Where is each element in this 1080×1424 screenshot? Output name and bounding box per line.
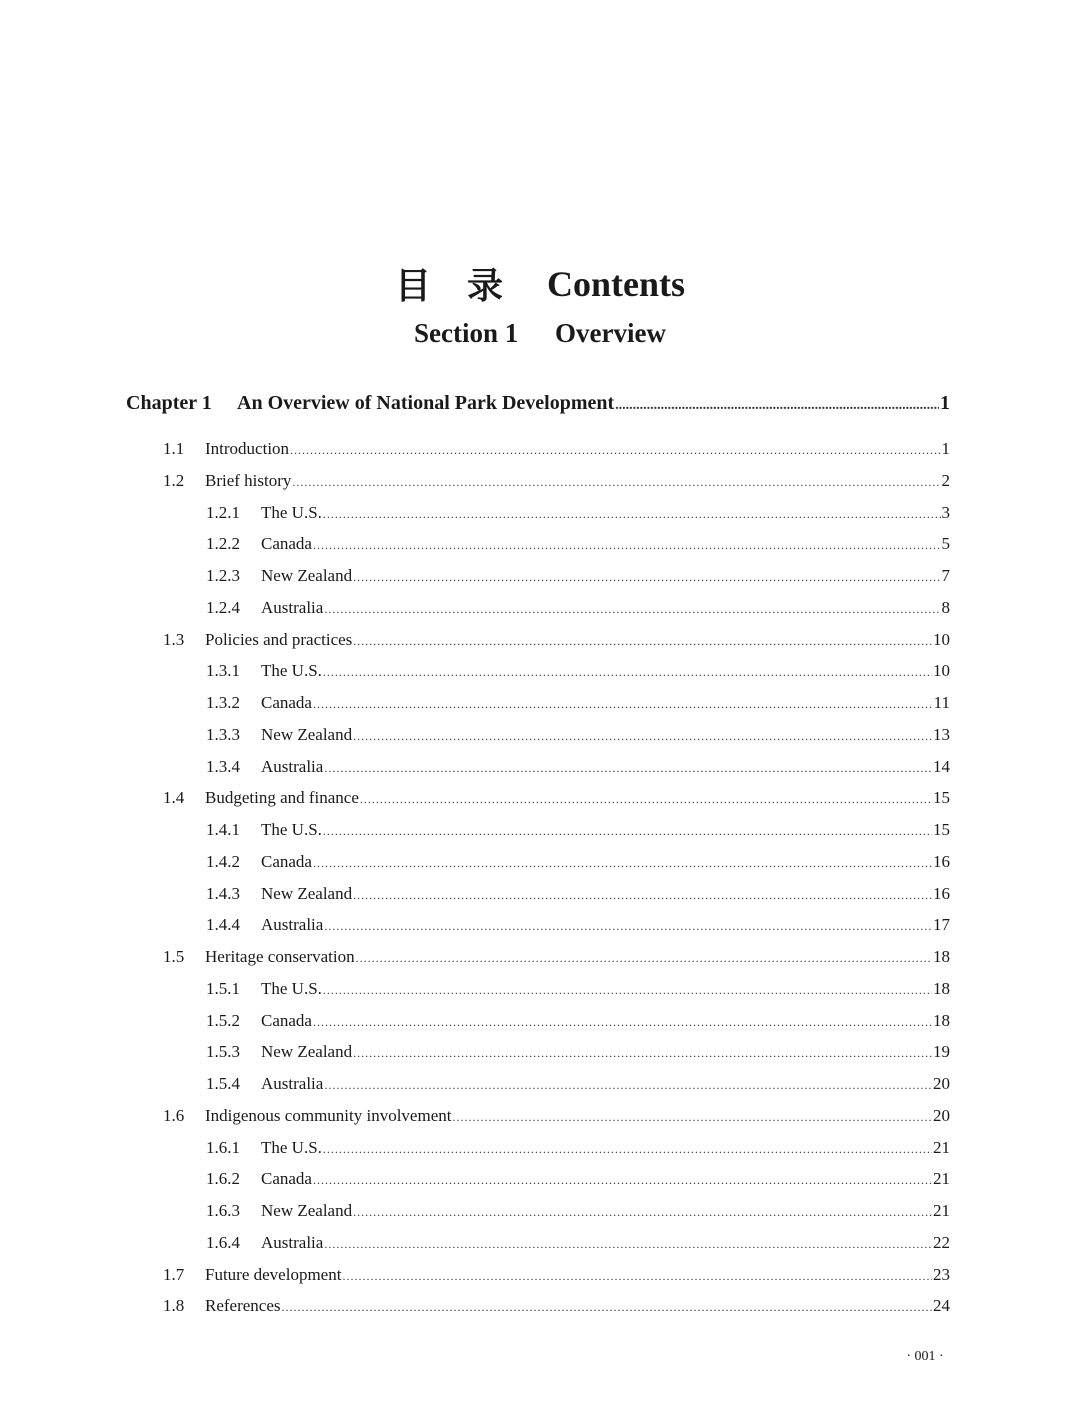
entry-page: 10 bbox=[933, 629, 950, 649]
section-name: Overview bbox=[555, 318, 666, 348]
entry-title: New Zealand bbox=[261, 566, 353, 585]
entry-title: References bbox=[205, 1296, 281, 1316]
entry-page: 18 bbox=[933, 978, 950, 998]
entry-number: 1.3 bbox=[163, 629, 185, 649]
dot-leader bbox=[324, 595, 940, 623]
entry-number: 1.3.4 bbox=[206, 756, 240, 776]
entry-page: 7 bbox=[941, 566, 950, 585]
entry-number: 1.3.1 bbox=[206, 661, 240, 681]
entry-number: 1.4.1 bbox=[206, 820, 240, 839]
entry-title: Heritage conservation bbox=[205, 947, 355, 966]
contents-heading bbox=[0, 258, 1080, 309]
entry-number: 1.3.2 bbox=[206, 693, 240, 712]
entry-page: 20 bbox=[933, 1105, 950, 1125]
dot-leader bbox=[313, 531, 941, 559]
dot-leader bbox=[323, 976, 932, 1004]
toc-chapter-row[interactable] bbox=[126, 389, 950, 417]
entry-title: The U.S. bbox=[261, 661, 322, 681]
entry-title: Budgeting and finance bbox=[205, 788, 359, 808]
toc-entry-row[interactable] bbox=[163, 784, 950, 812]
dot-leader bbox=[282, 1293, 932, 1321]
dot-leader bbox=[323, 817, 932, 845]
dot-leader bbox=[290, 436, 940, 464]
dot-leader bbox=[292, 468, 940, 496]
page-number: · 001 · bbox=[906, 1349, 944, 1364]
entry-number: 1.3.3 bbox=[206, 724, 240, 744]
entry-title: New Zealand bbox=[261, 724, 353, 744]
toc-entry-row[interactable] bbox=[206, 1197, 950, 1225]
entry-number: 1.8 bbox=[163, 1296, 185, 1316]
dot-leader bbox=[353, 1039, 932, 1067]
entry-number: 1.2.1 bbox=[206, 502, 240, 522]
entry-number: 1.2 bbox=[163, 470, 185, 490]
dot-leader bbox=[360, 785, 932, 813]
entry-title: New Zealand bbox=[261, 883, 353, 903]
entry-number: 1.1 bbox=[163, 439, 185, 458]
chapter-page: 1 bbox=[940, 392, 950, 414]
entry-number: 1.4.4 bbox=[206, 915, 240, 935]
entry-page: 20 bbox=[933, 1074, 950, 1093]
entry-number: 1.5.1 bbox=[206, 978, 240, 998]
entry-number: 1.6 bbox=[163, 1105, 185, 1125]
entry-title: Canada bbox=[261, 1169, 312, 1189]
toc-entry-row[interactable] bbox=[163, 435, 950, 463]
dot-leader bbox=[323, 1135, 932, 1163]
entry-title: Canada bbox=[261, 851, 312, 871]
entry-page: 15 bbox=[933, 820, 950, 839]
entry-page: 14 bbox=[933, 756, 950, 776]
section-label: Section 1 bbox=[414, 318, 519, 348]
dot-leader bbox=[356, 944, 932, 972]
entry-number: 1.5 bbox=[163, 947, 185, 966]
dot-leader bbox=[353, 881, 932, 909]
toc-entry-row[interactable] bbox=[206, 753, 950, 781]
entry-page: 16 bbox=[933, 851, 950, 871]
entry-number: 1.6.3 bbox=[206, 1201, 240, 1220]
toc-entry-row[interactable] bbox=[163, 1261, 950, 1289]
entry-number: 1.2.3 bbox=[206, 566, 240, 585]
entry-number: 1.6.4 bbox=[206, 1232, 240, 1252]
dot-leader bbox=[353, 563, 940, 591]
entry-page: 18 bbox=[933, 947, 950, 966]
entry-title: New Zealand bbox=[261, 1201, 353, 1220]
entry-title: The U.S. bbox=[261, 820, 322, 839]
dot-leader bbox=[324, 754, 932, 782]
entry-page: 24 bbox=[933, 1296, 950, 1316]
entry-number: 1.6.2 bbox=[206, 1169, 240, 1189]
toc-entry-row[interactable] bbox=[206, 1229, 950, 1257]
toc-entry-row[interactable] bbox=[163, 1102, 950, 1130]
entry-number: 1.4 bbox=[163, 788, 185, 808]
entry-title: Canada bbox=[261, 1010, 312, 1030]
entry-page: 1 bbox=[941, 439, 950, 458]
entry-page: 2 bbox=[941, 470, 950, 490]
entry-title: Canada bbox=[261, 693, 312, 712]
entry-page: 17 bbox=[933, 915, 950, 935]
toc-entry-row[interactable] bbox=[163, 943, 950, 971]
entry-page: 15 bbox=[933, 788, 950, 808]
section-heading bbox=[0, 318, 1080, 349]
toc-entry-row[interactable] bbox=[206, 1070, 950, 1098]
entry-page: 13 bbox=[933, 724, 950, 744]
dot-leader bbox=[353, 722, 932, 750]
dot-leader bbox=[353, 1198, 932, 1226]
toc-entry-row[interactable] bbox=[163, 467, 950, 495]
dot-leader bbox=[313, 1166, 932, 1194]
dot-leader bbox=[353, 627, 932, 655]
dot-leader bbox=[324, 912, 932, 940]
dot-leader bbox=[342, 1262, 932, 1290]
toc-entry-row[interactable] bbox=[163, 1292, 950, 1320]
entry-title: Canada bbox=[261, 534, 312, 554]
dot-leader bbox=[323, 500, 941, 528]
heading-english: Contents bbox=[547, 263, 686, 304]
toc-entry-row[interactable] bbox=[206, 721, 950, 749]
toc-entry-row[interactable] bbox=[206, 1007, 950, 1035]
toc-entry-row[interactable] bbox=[206, 689, 950, 717]
entry-page: 11 bbox=[933, 693, 950, 712]
entry-page: 16 bbox=[933, 883, 950, 903]
entry-title: Indigenous community involvement bbox=[205, 1105, 452, 1125]
entry-number: 1.2.2 bbox=[206, 534, 240, 554]
toc-entry-row[interactable] bbox=[206, 816, 950, 844]
entry-title: The U.S. bbox=[261, 978, 322, 998]
toc-entry-row[interactable] bbox=[206, 1134, 950, 1162]
entry-title: Australia bbox=[261, 1232, 324, 1252]
toc-entry-row[interactable] bbox=[206, 880, 950, 908]
entry-page: 8 bbox=[941, 597, 950, 617]
toc-entry-row[interactable] bbox=[206, 594, 950, 622]
toc-entry-row[interactable] bbox=[206, 657, 950, 685]
toc-entry-row[interactable] bbox=[206, 975, 950, 1003]
entry-title: Australia bbox=[261, 597, 324, 617]
heading-chinese: 目录 bbox=[394, 266, 539, 307]
entry-page: 5 bbox=[941, 534, 950, 554]
entry-title: Future development bbox=[205, 1264, 342, 1284]
entry-title: The U.S. bbox=[261, 502, 322, 522]
entry-number: 1.4.2 bbox=[206, 851, 240, 871]
entry-number: 1.4.3 bbox=[206, 883, 240, 903]
entry-title: The U.S. bbox=[261, 1137, 322, 1157]
entry-title: Brief history bbox=[205, 470, 292, 490]
entry-page: 23 bbox=[933, 1264, 950, 1284]
entry-page: 3 bbox=[941, 502, 950, 522]
toc-entry-row[interactable] bbox=[206, 1038, 950, 1066]
dot-leader bbox=[313, 849, 932, 877]
entry-number: 1.2.4 bbox=[206, 597, 240, 617]
dot-leader bbox=[313, 1008, 932, 1036]
entry-title: Introduction bbox=[205, 439, 290, 458]
entry-title: Australia bbox=[261, 756, 324, 776]
entry-title: Australia bbox=[261, 1074, 324, 1093]
entry-page: 22 bbox=[933, 1232, 950, 1252]
entry-title: Australia bbox=[261, 915, 324, 935]
entry-number: 1.7 bbox=[163, 1264, 185, 1284]
toc-entry-row[interactable] bbox=[206, 562, 950, 590]
dot-leader bbox=[313, 690, 933, 718]
toc-entry-row[interactable] bbox=[206, 499, 950, 527]
entry-page: 21 bbox=[933, 1169, 950, 1189]
entry-number: 1.5.4 bbox=[206, 1074, 240, 1093]
chapter-number: Chapter 1 bbox=[126, 392, 212, 414]
entry-page: 21 bbox=[933, 1201, 950, 1220]
entry-number: 1.5.3 bbox=[206, 1042, 240, 1062]
entry-page: 18 bbox=[933, 1010, 950, 1030]
chapter-title: An Overview of National Park Development bbox=[237, 392, 615, 414]
dot-leader bbox=[452, 1103, 932, 1131]
toc-entry-row[interactable] bbox=[163, 626, 950, 654]
entry-title: Policies and practices bbox=[205, 629, 353, 649]
entry-page: 10 bbox=[933, 661, 950, 681]
dot-leader bbox=[615, 392, 939, 420]
toc-entry-row[interactable] bbox=[206, 530, 950, 558]
entry-number: 1.5.2 bbox=[206, 1010, 240, 1030]
entry-title: New Zealand bbox=[261, 1042, 353, 1062]
dot-leader bbox=[323, 658, 932, 686]
dot-leader bbox=[324, 1230, 932, 1258]
toc-entry-row[interactable] bbox=[206, 911, 950, 939]
entry-page: 21 bbox=[933, 1137, 950, 1157]
toc-entry-row[interactable] bbox=[206, 848, 950, 876]
dot-leader bbox=[324, 1071, 932, 1099]
entry-number: 1.6.1 bbox=[206, 1137, 240, 1157]
toc-entry-row[interactable] bbox=[206, 1165, 950, 1193]
entry-page: 19 bbox=[933, 1042, 950, 1062]
